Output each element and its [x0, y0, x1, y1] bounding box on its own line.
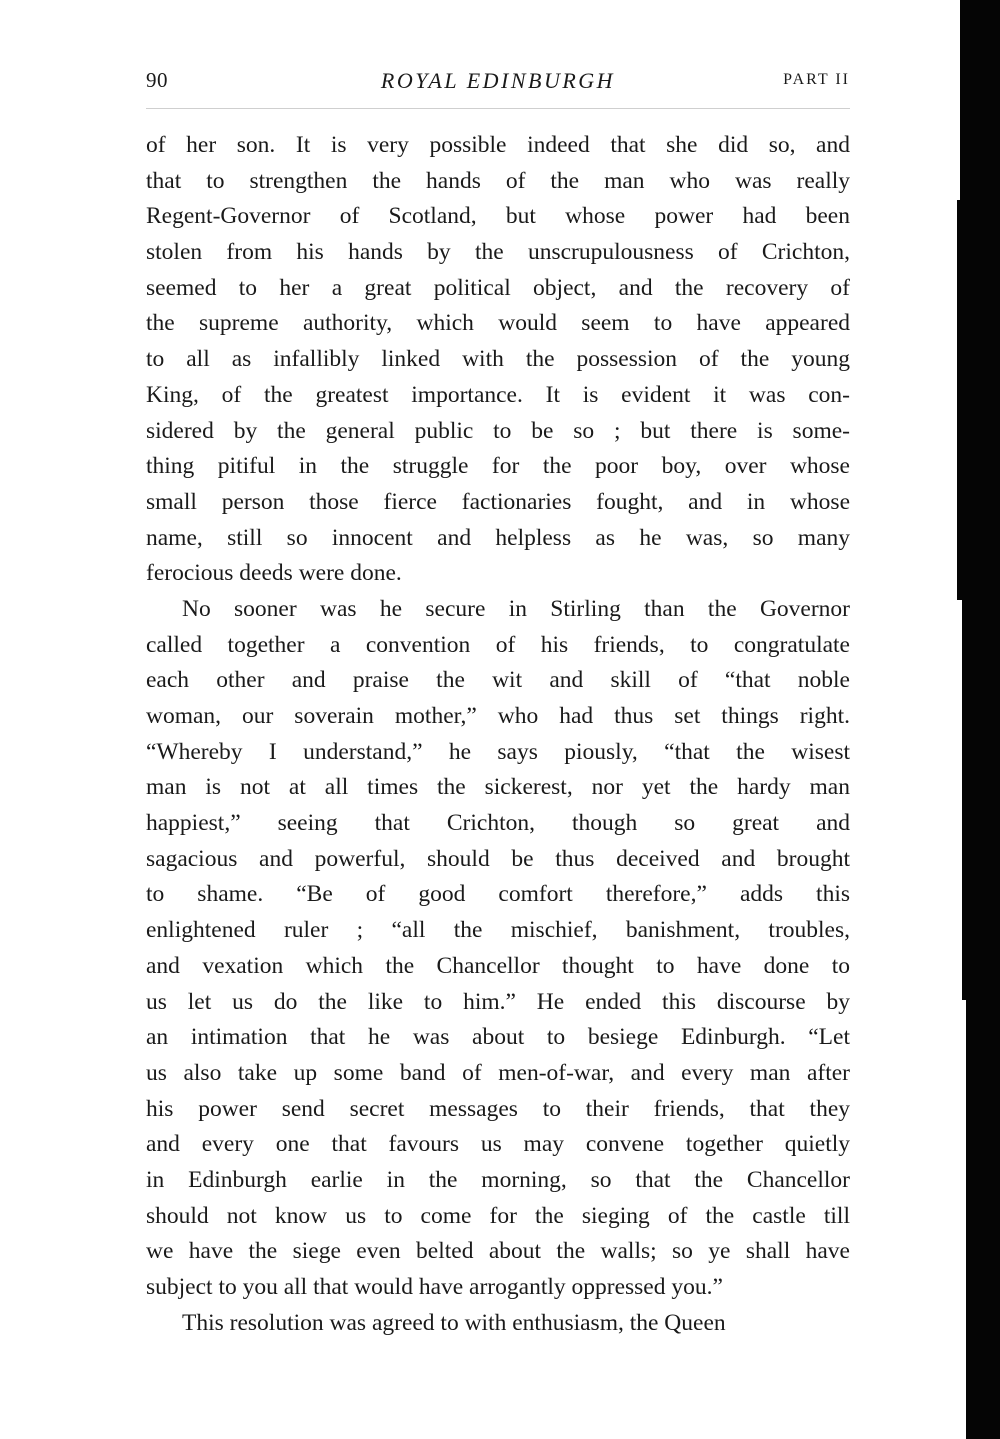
- text-line: name, still so innocent and helpless as he was, so many: [146, 524, 850, 551]
- text-line: sidered by the general public to be so ; but there is some-: [146, 417, 850, 444]
- text-line: Regent-Governor of Scotland, but whose power had been: [146, 203, 850, 230]
- text-line: us let us do the like to him.” He ended this discourse by: [146, 988, 850, 1015]
- text-line: ferocious deeds were done.: [146, 560, 402, 587]
- header-rule: [146, 108, 850, 109]
- page-number: 90: [146, 68, 168, 92]
- running-header: [146, 68, 850, 98]
- text-line: “Whereby I understand,” he says piously, “that the wisest: [146, 738, 850, 765]
- text-line: and every one that favours us may convene together quietly: [146, 1131, 850, 1158]
- text-line: woman, our soverain mother,” who had thus set things right.: [146, 703, 850, 729]
- text-line: enlightened ruler ; “all the mischief, banishment, troubles,: [146, 917, 850, 944]
- text-line: King, of the greatest importance. It is evident it was con-: [146, 381, 850, 408]
- text-line: in Edinburgh earlie in the morning, so that the Chancellor: [146, 1166, 850, 1193]
- text-line: happiest,” seeing that Crichton, though so great and: [146, 810, 850, 837]
- text-line: seemed to her a great political object, and the recovery of: [146, 274, 850, 301]
- text-line: his power send secret messages to their friends, that they: [146, 1095, 850, 1122]
- text-line: thing pitiful in the struggle for the poor boy, over whose: [146, 453, 850, 480]
- body-text: [146, 128, 850, 1341]
- binding-shadow: [952, 0, 1000, 1439]
- text-line: an intimation that he was about to besiege Edinburgh. “Let: [146, 1024, 850, 1051]
- text-line: stolen from his hands by the unscrupulousness of Crichton,: [146, 239, 850, 266]
- text-line: we have the siege even belted about the walls; so ye shall have: [146, 1238, 850, 1265]
- text-line: No sooner was he secure in Stirling than the Governor: [182, 595, 850, 622]
- text-line: and vexation which the Chancellor thought to have done to: [146, 952, 850, 979]
- text-line: to shame. “Be of good comfort therefore,” adds this: [146, 881, 850, 908]
- text-line: small person those fierce factionaries fought, and in whose: [146, 488, 850, 515]
- text-line: subject to you all that would have arrogantly oppressed you.”: [146, 1274, 723, 1300]
- text-line: the supreme authority, which would seem to have appeared: [146, 310, 850, 337]
- text-line: each other and praise the wit and skill of “that noble: [146, 667, 850, 694]
- text-line: should not know us to come for the sieging of the castle till: [146, 1202, 850, 1229]
- text-line: us also take up some band of men-of-war, and every man after: [146, 1059, 850, 1086]
- text-line: of her son. It is very possible indeed that she did so, and: [146, 132, 850, 158]
- text-line: man is not at all times the sickerest, nor yet the hardy man: [146, 774, 850, 801]
- text-line: to all as infallibly linked with the possession of the young: [146, 346, 850, 373]
- part-label: PART II: [783, 71, 850, 88]
- text-line: that to strengthen the hands of the man who was really: [146, 167, 850, 194]
- text-line: called together a convention of his friends, to congratulate: [146, 631, 850, 658]
- text-line: This resolution was agreed to with enthusiasm, the Queen: [182, 1309, 726, 1336]
- text-line: sagacious and powerful, should be thus deceived and brought: [146, 845, 850, 872]
- running-title: ROYAL EDINBURGH: [380, 68, 616, 93]
